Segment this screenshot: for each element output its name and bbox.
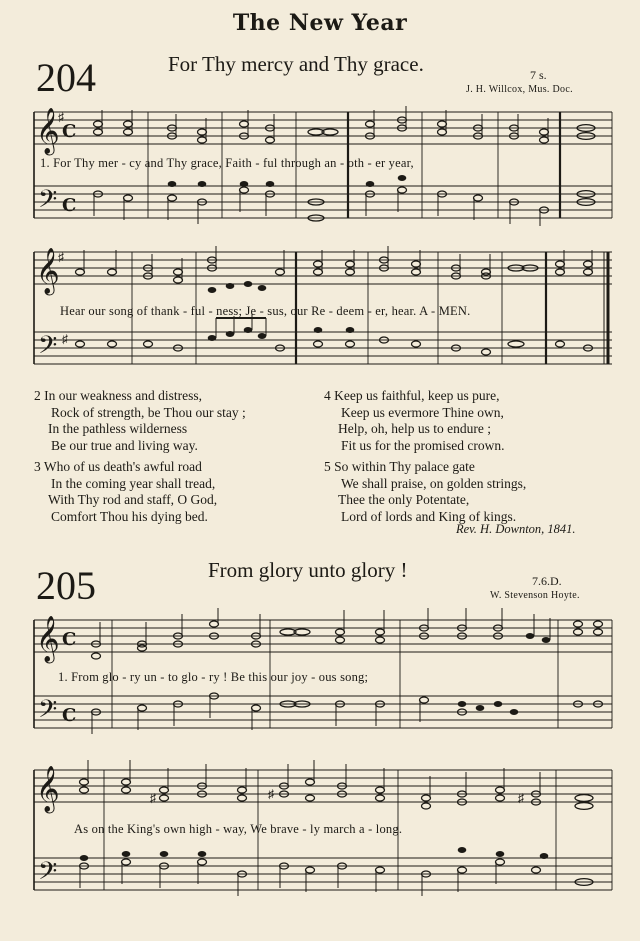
svg-text:♯: ♯ xyxy=(518,791,524,805)
svg-text:𝄢: 𝄢 xyxy=(38,331,58,366)
verse-line: Keep us evermore Thine own, xyxy=(341,404,504,420)
composer: J. H. Willcox, Mus. Doc. xyxy=(466,84,573,95)
verse-line: 5 So within Thy palace gate xyxy=(324,459,475,474)
verse-line: 4 Keep us faithful, keep us pure, xyxy=(324,388,500,403)
verse-line: 3 Who of us death's awful road xyxy=(34,459,202,474)
svg-text:C: C xyxy=(62,121,77,142)
verse-line: Fit us for the promised crown. xyxy=(341,437,505,453)
verse-line: Help, oh, help us to endure ; xyxy=(338,421,491,436)
lyric-line: 1. For Thy mer - cy and Thy grace, Faith - ful through an - oth - er year, xyxy=(40,156,414,170)
svg-text:𝄞: 𝄞 xyxy=(36,766,60,812)
svg-text:♯: ♯ xyxy=(58,110,64,124)
svg-text:𝄞: 𝄞 xyxy=(36,616,60,662)
svg-text:𝄞: 𝄞 xyxy=(36,248,60,294)
verse-line: We shall praise, on golden strings, xyxy=(341,475,527,491)
verse-5 xyxy=(324,459,526,525)
svg-text:♯: ♯ xyxy=(62,332,68,346)
hymn-title: From glory unto glory ! xyxy=(208,558,408,582)
verse-2 xyxy=(34,388,246,454)
verse-line: Be our true and living way. xyxy=(51,437,198,453)
svg-text:♯: ♯ xyxy=(268,787,274,801)
svg-text:𝄢: 𝄢 xyxy=(38,695,58,730)
verse-3 xyxy=(34,459,217,525)
lyric-line: 1. From glo - ry un - to glo - ry ! Be this our joy - ous song; xyxy=(58,670,369,684)
composer: W. Stevenson Hoyte. xyxy=(490,590,580,601)
lyric-line: As on the King's own high - way, We brave - ly march a - long. xyxy=(74,822,403,836)
lyric-line: Hear our song of thank - ful - ness; Je - sus, our Re - deem - er, hear. A - MEN. xyxy=(60,304,471,318)
svg-text:𝄞: 𝄞 xyxy=(36,108,60,154)
verse-line: Comfort Thou his dying bed. xyxy=(51,508,208,524)
verse-line: With Thy rod and staff, O God, xyxy=(48,492,218,507)
hymn-number: 205 xyxy=(36,563,96,608)
verse-line: In the coming year shall tread, xyxy=(51,475,216,491)
svg-text:𝄢: 𝄢 xyxy=(38,185,58,220)
svg-text:C: C xyxy=(62,629,77,650)
svg-text:C: C xyxy=(62,705,77,726)
verse-4 xyxy=(324,388,504,454)
svg-text:C: C xyxy=(62,195,77,216)
svg-text:♯: ♯ xyxy=(150,791,156,805)
verse-line: Rock of strength, be Thou our stay ; xyxy=(51,404,246,420)
hymn-number: 204 xyxy=(36,55,96,100)
verse-line: In the pathless wilderness xyxy=(48,421,188,436)
hymn-meter: 7.6.D. xyxy=(532,574,562,588)
svg-text:𝄢: 𝄢 xyxy=(38,857,58,892)
section-title: The New Year xyxy=(232,10,408,36)
hymn-meter: 7 s. xyxy=(530,68,547,82)
verse-line: Lord of lords and King of kings. xyxy=(341,508,517,524)
author-attribution: Rev. H. Downton, 1841. xyxy=(456,522,576,536)
verse-line: 2 In our weakness and distress, xyxy=(34,388,202,403)
svg-text:♯: ♯ xyxy=(58,250,64,264)
hymn-title: For Thy mercy and Thy grace. xyxy=(168,52,424,76)
verse-line: Thee the only Potentate, xyxy=(338,492,470,507)
